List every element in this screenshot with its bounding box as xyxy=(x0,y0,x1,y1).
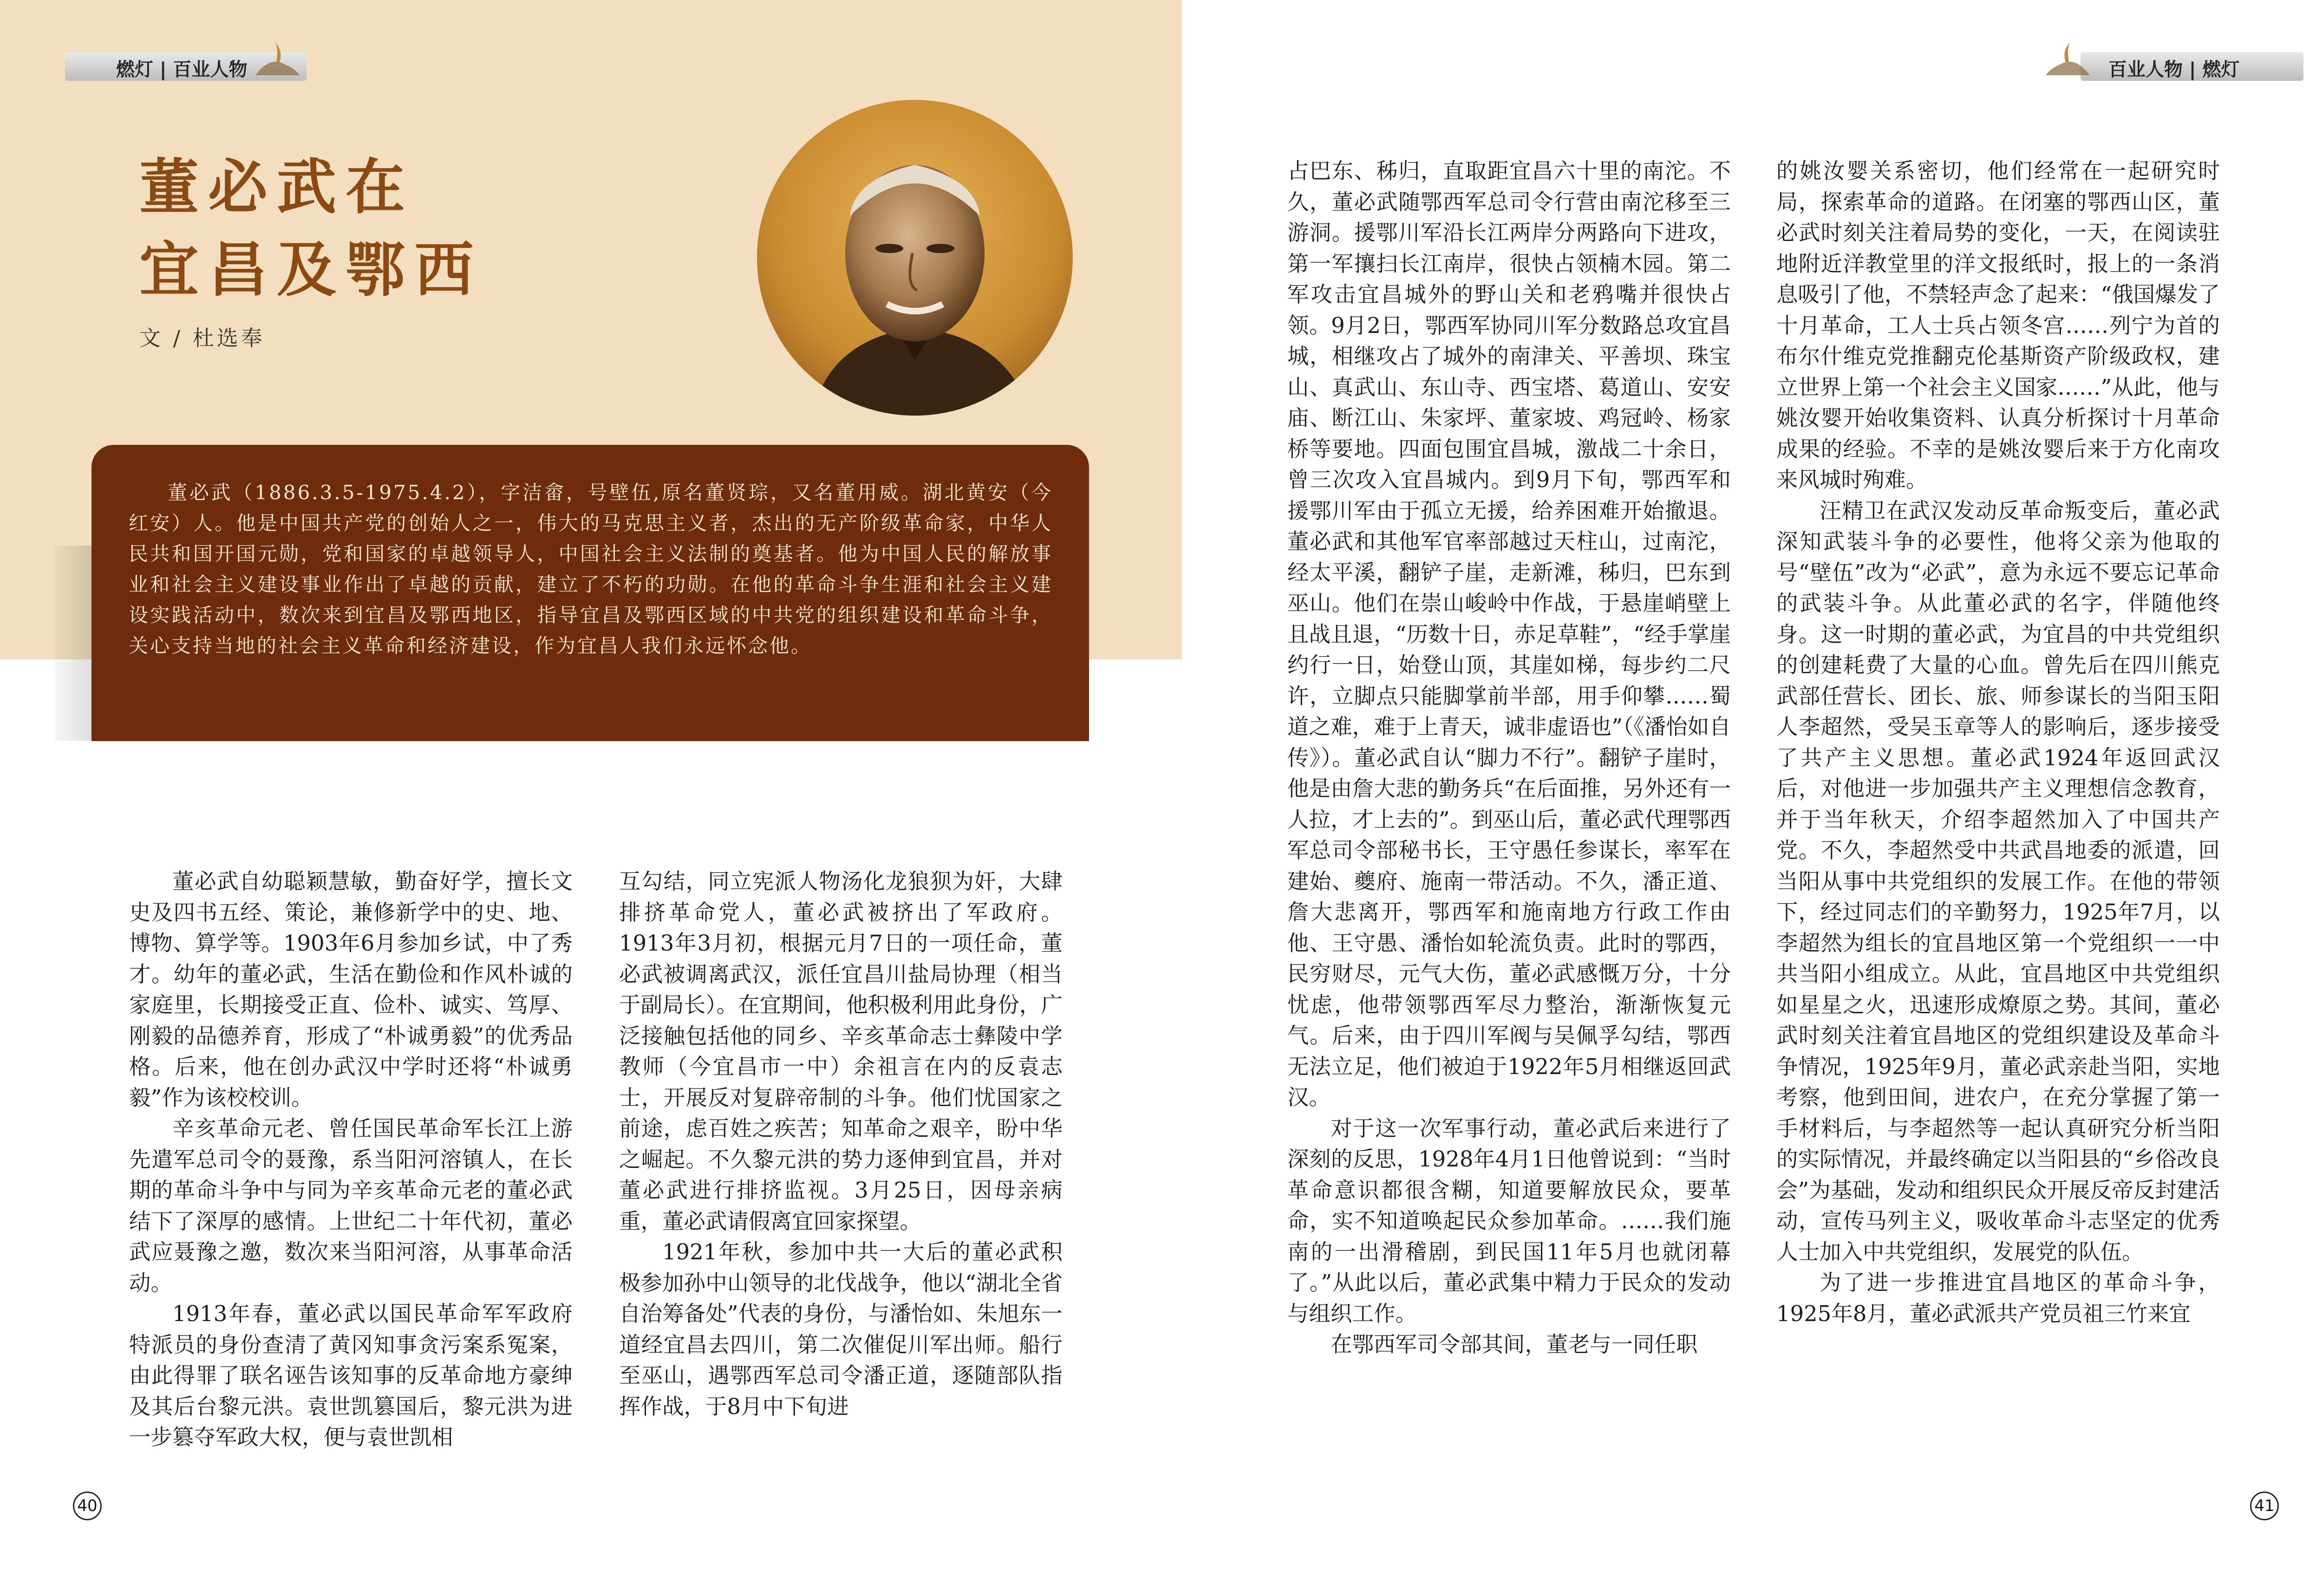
paragraph: 为了进一步推进宜昌地区的革命斗争，1925年8月，董必武派共产党员祖三竹来宜 xyxy=(1776,1270,2220,1326)
paragraph: 在鄂西军司令部其间，董老与一同任职 xyxy=(1331,1332,1698,1357)
paragraph: 辛亥革命元老、曾任国民革命军长江上游先遣军总司令的聂豫，系当阳河溶镇人，在长期的革命斗争中与同为辛亥革命元老的董必武结下了深厚的感情。上世纪二十年代初，董必武应聂豫之邀，数次来当阳河溶，从事革命活动。 xyxy=(129,1116,573,1296)
paragraph: 1921年秋，参加中共一大后的董必武积极参加孙中山领导的北伐战争，他以“湖北全省自治筹备处”代表的身份，与潘怡如、朱旭东一道经宜昌去四川，第二次催促川军出师。船行至巫山，遇鄂西军总司令潘正道，逐随部队指挥作战，于8月中下旬进 xyxy=(619,1239,1063,1419)
article-title-line2: 宜昌及鄂西 xyxy=(139,235,483,305)
portrait-photo xyxy=(757,100,1073,416)
paragraph: 董必武自幼聪颖慧敏，勤奋好学，擅长文史及四书五经、策论，兼修新学中的史、地、博物、算学等。1903年6月参加乡试，中了秀才。幼年的董必武，生活在勤俭和作风朴诚的家庭里，长期接受正直、俭朴、诚实、笃厚、刚毅的品德养育，形成了“朴诚勇毅”的优秀品格。后来，他在创办武汉中学时还将“朴诚勇毅”作为该校校训。 xyxy=(129,869,573,1110)
paragraph: 占巴东、秭归，直取距宜昌六十里的南沱。不久，董必武随鄂西军总司令行营由南沱移至三游洞。援鄂川军沿长江两岸分两路向下进攻，第一军攘扫长江南岸，很快占领楠木园。第二军攻击宜昌城外的野山关和老鸦嘴并很快占领。9月2日，鄂西军协同川军分数路总攻宜昌城，相继攻占了城外的南津关、平善坝、珠宝山、真武山、东山寺、西宝塔、葛道山、安安庙、断江山、朱家坪、董家坡、鸡冠岭、杨家桥等要地。四面包围宜昌城，激战二十余日，曾三次攻入宜昌城内。到9月下旬，鄂西军和援鄂川军由于孤立无援，给养困难开始撤退。董必武和其他军官率部越过天柱山，过南沱，经太平溪，翻铲子崖，走新滩，秭归，巴东到巫山。他们在崇山峻岭中作战，于悬崖峭壁上且战且退，“历数十日，赤足草鞋”，“经手掌崖约行一日，始登山顶，其崖如梯，每步约二尺许，立脚点只能脚掌前半部，用手仰攀……蜀道之难，难于上青天，诚非虚语也”（《潘怡如自传》）。董必武自认“脚力不行”。翻铲子崖时，他是由詹大悲的勤务兵“在后面推，另外还有一人拉，才上去的”。到巫山后，董必武代理鄂西军总司令部秘书长，王守愚任参谋长，率军在建始、夔府、施南一带活动。不久，潘正道、詹大悲离开，鄂西军和施南地方行政工作由他、王守愚、潘怡如轮流负责。此时的鄂西，民穷财尽，元气大伤，董必武感慨万分，十分忧虑，他带领鄂西军尽力整治，渐渐恢复元气。后来，由于四川军阀与吴佩孚勾结，鄂西无法立足，他们被迫于1922年5月相继返回武汉。 xyxy=(1287,158,1731,1110)
intro-box xyxy=(91,445,1089,741)
paragraph: 对于这一次军事行动，董必武后来进行了深刻的反思，1928年4月1日他曾说到：“当时革命意识都很含糊，知道要解放民众，要革命，实不知道唤起民众参加革命。……我们施南的一出滑稽剧，到民国11年5月也就闭幕了。”从此以后，董必武集中精力于民众的发动与组织工作。 xyxy=(1287,1115,1731,1326)
page-number-right: 41 xyxy=(2250,1492,2279,1520)
lamp-icon xyxy=(2043,38,2094,80)
article-title-line1: 董必武在 xyxy=(139,152,415,222)
author-byline: 文 / 杜选奉 xyxy=(139,326,265,351)
intro-text: 董必武（1886.3.5-1975.4.2），字洁畲，号壁伍,原名董贤琮，又名董用威。湖北黄安（今红安）人。他是中国共产党的创始人之一，伟大的马克思主义者，杰出的无产阶级革命家，中华人民共和国开国元勋，党和国家的卓越领导人，中国社会主义法制的奠基者。他为中国人民的解放事业和社会主义建设事业作出了卓越的贡献，建立了不朽的功勋。在他的革命斗争生涯和社会主义建设实践活动中，数次来到宜昌及鄂西地区，指导宜昌及鄂西区域的中共党的组织建设和革命斗争，关心支持当地的社会主义革命和经济建设，作为宜昌人我们永远怀念他。 xyxy=(129,481,1053,657)
paragraph: 互勾结，同立宪派人物汤化龙狼狈为奸，大肆排挤革命党人，董必武被挤出了军政府。1913年3月初，根据元月7日的一项任命，董必武被调离武汉，派任宜昌川盐局协理（相当于副局长）。在宜期间，他积极利用此身份，广泛接触包括他的同乡、辛亥革命志士彝陵中学教师（今宜昌市一中）余祖言在内的反袁志士，开展反对复辟帝制的斗争。他们忧国家之前途，虑百姓之疾苦；知革命之艰辛，盼中华之崛起。不久黎元洪的势力逐伸到宜昌，并对董必武进行排挤监视。3月25日，因母亲病重，董必武请假离宜回家探望。 xyxy=(619,869,1063,1234)
right-header-text: 百业人物 | 燃灯 xyxy=(2108,59,2240,80)
paragraph: 汪精卫在武汉发动反革命叛变后，董必武深知武装斗争的必要性，他将父亲为他取的号“壁伍”改为“必武”，意为永远不要忘记革命的武装斗争。从此董必武的名字，伴随他终身。这一时期的董必武，为宜昌的中共党组织的创建耗费了大量的心血。曾先后在四川熊克武部任营长、团长、旅、师参谋长的当阳玉阳人李超然，受吴玉章等人的影响后，逐步接受了共产主义思想。董必武1924年返回武汉后，对他进一步加强共产主义理想信念教育，并于当年秋天，介绍李超然加入了中国共产党。不久，李超然受中共武昌地委的派遣，回当阳从事中共党组织的发展工作。在他的带领下，经过同志们的辛勤努力，1925年7月，以李超然为组长的宜昌地区第一个党组织一一中共当阳小组成立。从此，宜昌地区中共党组织如星星之火，迅速形成燎原之势。其间，董必武时刻关注着宜昌地区的党组织建设及革命斗争情况，1925年9月，董必武亲赴当阳，实地考察，他到田间，进农户，在充分掌握了第一手材料后，与李超然等一起认真研究分析当阳的实际情况，并最终确定以当阳县的“乡俗改良会”为基础，发动和组织民众开展反帝反封建活动，宣传马列主义，吸收革命斗志坚定的优秀人士加入中共党组织，发展党的队伍。 xyxy=(1776,498,2220,1264)
page-number-left: 40 xyxy=(73,1492,102,1520)
left-header-text: 燃灯 | 百业人物 xyxy=(116,59,248,80)
text-column-1 xyxy=(129,866,573,1484)
paragraph: 1913年春，董必武以国民革命军军政府特派员的身份查清了黄冈知事贪污案系冤案，由此得罪了联名诬告该知事的反革命地方豪绅及其后台黎元洪。袁世凯篡国后，黎元洪为进一步篡夺军政大权，便与袁世凯相 xyxy=(129,1301,573,1450)
text-column-2 xyxy=(619,866,1063,1484)
lamp-icon xyxy=(251,38,302,80)
paragraph: 的姚汝婴关系密切，他们经常在一起研究时局，探索革命的道路。在闭塞的鄂西山区，董必武时刻关注着局势的变化，一天，在阅读驻地附近洋教堂里的洋文报纸时，报上的一条消息吸引了他，不禁轻声念了起来：“俄国爆发了十月革命，工人士兵占领冬宫……列宁为首的布尔什维克党推翻克伦基斯资产阶级政权，建立世界上第一个社会主义国家……”从此，他与姚汝婴开始收集资料、认真分析探讨十月革命成果的经验。不幸的是姚汝婴后来于方化南攻来风城时殉难。 xyxy=(1776,158,2220,492)
text-column-4 xyxy=(1776,156,2220,1484)
text-column-3 xyxy=(1287,156,1731,1484)
